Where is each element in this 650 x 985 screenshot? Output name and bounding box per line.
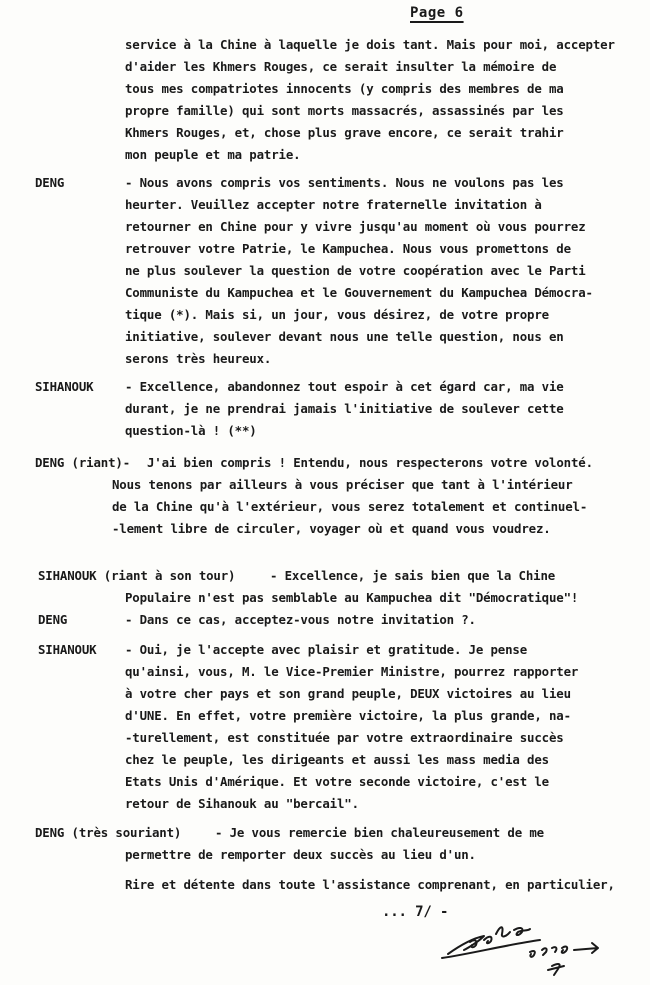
dialogue-sihanouk-acceptance: [125, 639, 578, 815]
text-line: permettre de remporter deux succès au lieu d'un.: [125, 847, 476, 862]
text-line: Etats Unis d'Amérique. Et votre seconde victoire, c'est le: [125, 774, 549, 789]
dialogue-deng-thanks-cont: [125, 844, 476, 866]
text-line: initiative, soulever devant nous une telle question, nous en: [125, 329, 564, 344]
text-line: - Dans ce cas, acceptez-vous notre invitation ?.: [125, 612, 476, 627]
text-line: retourner en Chine pour y vivre jusqu'au moment où vous pourrez: [125, 219, 586, 234]
speaker-sihanouk-2: SIHANOUK: [38, 642, 97, 657]
text-line: retrouver votre Patrie, le Kampuchea. Nous vous promettons de: [125, 241, 571, 256]
text-line: retour de Sihanouk au "bercail".: [125, 796, 359, 811]
text-line: d'UNE. En effet, votre première victoire, la plus grande, na-: [125, 708, 571, 723]
text-line: - Excellence, abandonnez tout espoir à cet égard car, ma vie: [125, 379, 564, 394]
text-line: tique (*). Mais si, un jour, vous désirez, de votre propre: [125, 307, 549, 322]
speaker-deng-2: DENG: [38, 612, 68, 627]
dialogue-sihanouk-refusal: [125, 376, 564, 442]
text-line: question-là ! (**): [125, 423, 257, 438]
handwritten-signature: [440, 918, 620, 982]
text-line: service à la Chine à laquelle je dois tant. Mais pour moi, accepter: [125, 37, 615, 52]
text-line: propre famille) qui sont morts massacrés, assassinés par les: [125, 103, 564, 118]
text-line: tous mes compatriotes innocents (y compris des membres de ma: [125, 81, 564, 96]
text-line: Rire et détente dans toute l'assistance comprenant, en particulier,: [125, 877, 615, 892]
text-line: d'aider les Khmers Rouges, ce serait insulter la mémoire de: [125, 59, 557, 74]
speaker-deng-riant: DENG (riant)-: [35, 455, 131, 470]
text-line: Populaire n'est pas semblable au Kampuchea dit "Démocratique"!: [125, 590, 579, 605]
dialogue-deng-thanks: - Je vous remercie bien chaleureusement de me: [215, 825, 544, 840]
text-line: Nous tenons par ailleurs à vous préciser que tant à l'intérieur: [112, 477, 573, 492]
text-line: chez le peuple, les dirigeants et aussi les mass media des: [125, 752, 549, 767]
text-line: serons très heureux.: [125, 351, 272, 366]
intro-paragraph: [125, 34, 615, 166]
text-line: à votre cher pays et son grand peuple, DEUX victoires au lieu: [125, 686, 571, 701]
page-number: Page 6: [410, 5, 464, 21]
text-line: J'ai bien compris ! Entendu, nous respecterons votre volonté.: [147, 455, 593, 470]
dialogue-sihanouk-excellence-cont: [125, 587, 578, 609]
text-line: - Oui, je l'accepte avec plaisir et gratitude. Je pense: [125, 642, 528, 657]
text-line: Khmers Rouges, et, chose plus grave encore, ce serait trahir: [125, 125, 564, 140]
dialogue-deng-question: [125, 609, 476, 631]
closing-paragraph: [125, 874, 615, 896]
text-line: -turellement, est constituée par votre extraordinaire succès: [125, 730, 564, 745]
text-line: durant, je ne prendrai jamais l'initiative de soulever cette: [125, 401, 564, 416]
speaker-sihanouk: SIHANOUK: [35, 379, 94, 394]
speaker-deng-souriant: DENG (très souriant): [35, 825, 182, 840]
text-line: de la Chine qu'à l'extérieur, vous serez totalement et continuel-: [112, 499, 588, 514]
dialogue-deng-invitation: [125, 172, 593, 370]
text-line: ne plus soulever la question de votre coopération avec le Parti: [125, 263, 586, 278]
dialogue-deng-respect: [147, 452, 593, 474]
text-line: -lement libre de circuler, voyager où et quand vous voudrez.: [112, 521, 551, 536]
text-line: heurter. Veuillez accepter notre fraternelle invitation à: [125, 197, 542, 212]
text-line: mon peuple et ma patrie.: [125, 147, 301, 162]
text-line: qu'ainsi, vous, M. le Vice-Premier Ministre, pourrez rapporter: [125, 664, 579, 679]
dialogue-sihanouk-excellence: - Excellence, je sais bien que la Chine: [270, 568, 556, 583]
continued-page-marker: ... 7/ -: [382, 904, 449, 920]
text-line: - Nous avons compris vos sentiments. Nous ne voulons pas les: [125, 175, 564, 190]
speaker-sihanouk-riant: SIHANOUK (riant à son tour): [38, 568, 236, 583]
text-line: Communiste du Kampuchea et le Gouvernement du Kampuchea Démocra-: [125, 285, 593, 300]
dialogue-deng-respect-cont: [112, 474, 587, 540]
speaker-deng: DENG: [35, 175, 65, 190]
